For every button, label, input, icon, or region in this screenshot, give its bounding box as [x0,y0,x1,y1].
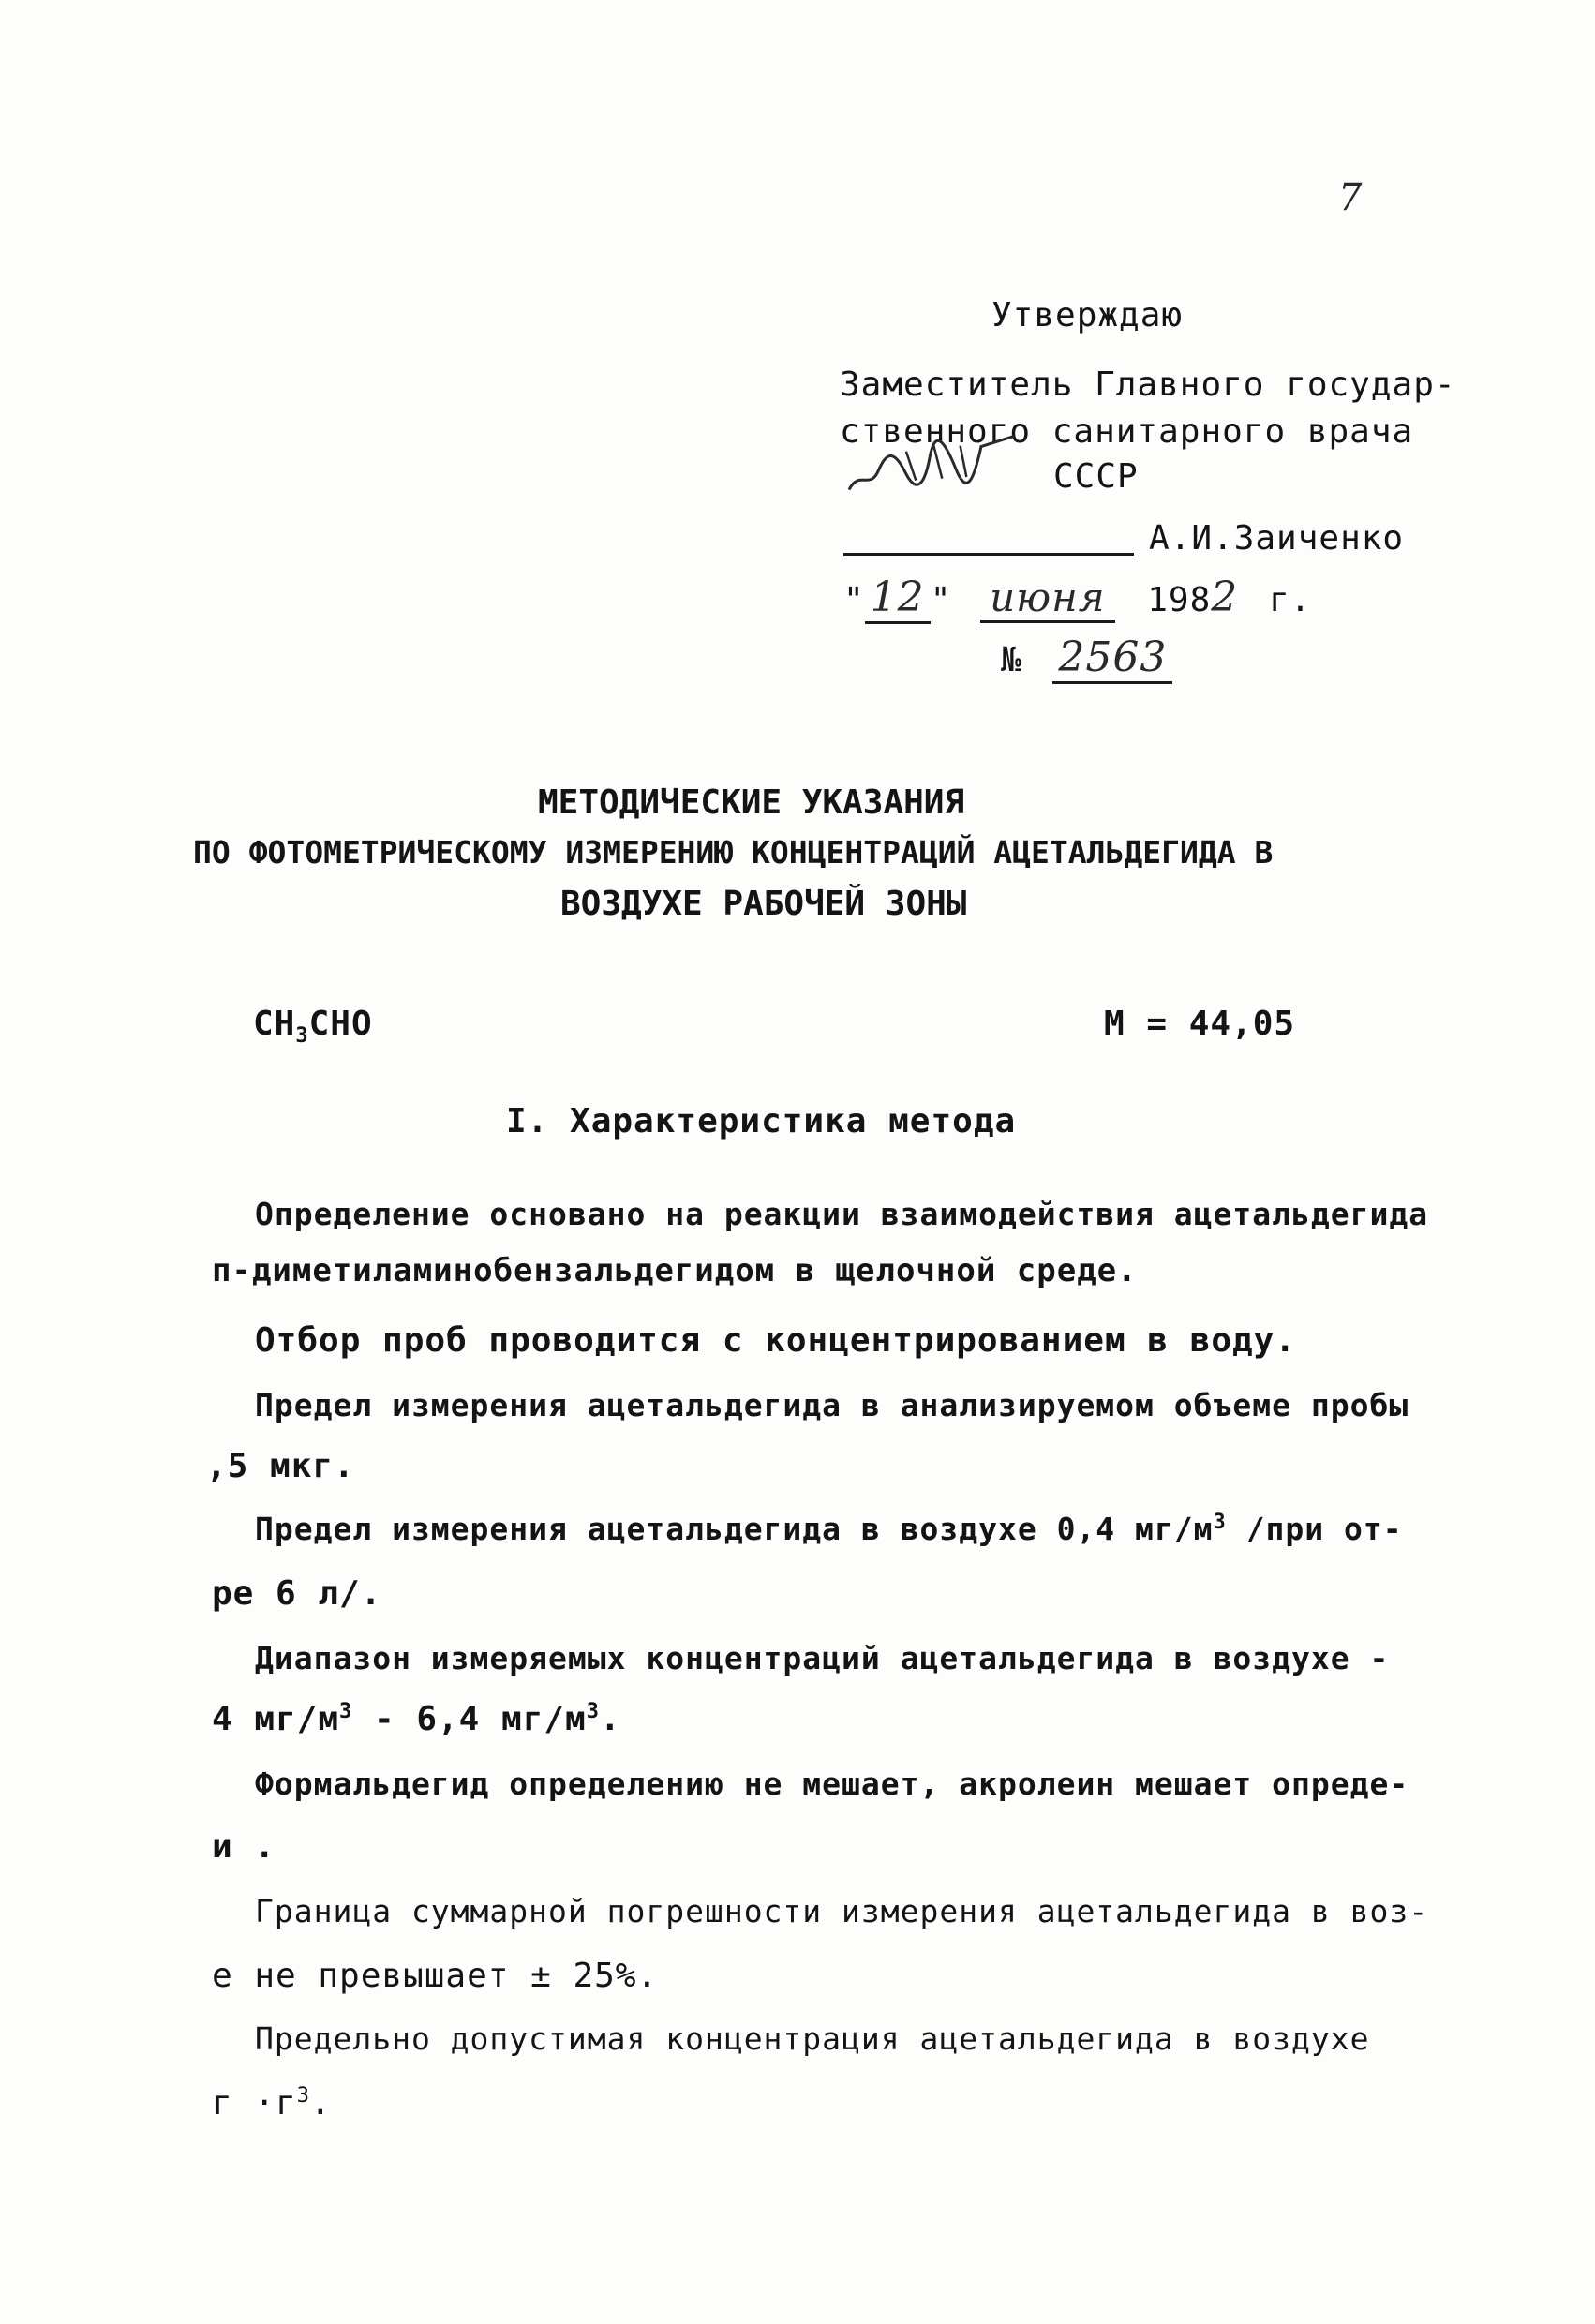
document-title-line3: ВОЗДУХЕ РАБОЧЕЙ ЗОНЫ [560,885,967,923]
paragraph-line: п-диметиламинобензальдегидом в щелочной среде. [212,1252,1138,1289]
approval-position-line2: ственного санитарного врача [840,412,1414,451]
paragraph-line [255,1511,1403,1547]
approval-number [1001,633,1172,684]
signature-line [843,553,1134,556]
date-month: июня [980,574,1115,623]
paragraph-line: и . [212,1827,276,1866]
unit-superscript: 3 [296,2084,310,2108]
approval-date [843,574,1311,624]
approval-position-line3: СССР [1053,457,1139,496]
unit-superscript: 3 [586,1700,600,1723]
pdk-text: г ·г [212,2084,297,2123]
paragraph-line: ре 6 л/. [212,1574,382,1613]
formula-main: CH [253,1005,296,1043]
approver-name: А.И.Заиченко [1149,519,1405,558]
formula-subscript: 3 [295,1024,309,1049]
page-number: 7 [1338,176,1363,219]
date-close-quote: " [930,581,952,619]
paragraph-line [212,1700,621,1738]
paragraph-line: е не превышает ± 25%. [212,1957,659,1995]
date-day: 12 [865,574,931,624]
range-text-mid: - 6,4 мг/м [352,1700,587,1738]
approval-position-line1: Заместитель Главного государ- [840,365,1456,404]
paragraph-line: Предел измерения ацетальдегида в анализируемом объеме пробы [255,1387,1409,1423]
formula-rest: CHO [308,1005,373,1043]
paragraph-line: Граница суммарной погрешности измерения ацетальдегида в воз- [255,1893,1429,1929]
document-title-line1: МЕТОДИЧЕСКИЕ УКАЗАНИЯ [538,783,965,822]
document-title-line2: ПО ФОТОМЕТРИЧЕСКОМУ ИЗМЕРЕНИЮ КОНЦЕНТРАЦИЙ АЦЕТАЛЬДЕГИДА В [193,834,1274,871]
limit-text: Предел измерения ацетальдегида в воздухе 0,4 мг/м [255,1511,1214,1547]
unit-superscript: 3 [1213,1511,1227,1534]
pdk-text-end: . [309,2084,332,2123]
paragraph-line: ,5 мкг. [206,1447,355,1485]
molar-mass: М = 44,05 [1104,1005,1296,1043]
paragraph-line: Отбор проб проводится с концентрированием в воду. [255,1321,1297,1360]
unit-superscript: 3 [339,1700,353,1723]
date-suffix: г. [1268,581,1312,619]
date-year-prefix: 198 [1147,581,1212,619]
chemical-formula [253,1005,373,1048]
date-open-quote: " [843,581,865,619]
paragraph-line: Предельно допустимая концентрация ацетальдегида в воздухе [255,2020,1370,2057]
paragraph-line: Диапазон измеряемых концентраций ацетальдегида в воздухе - [255,1640,1390,1676]
limit-text-tail: /при от- [1226,1511,1403,1547]
paragraph-line: Определение основано на реакции взаимодействия ацетальдегида [255,1196,1429,1232]
approval-number-value: 2563 [1052,633,1172,684]
paragraph-line: Формальдегид определению не мешает, акролеин мешает опреде- [255,1765,1409,1802]
paragraph-line [212,2084,332,2123]
range-text: 4 мг/м [212,1700,340,1738]
range-text-end: . [599,1700,621,1738]
number-mark: № [1001,641,1022,679]
date-year-digit: 2 [1211,574,1239,621]
section-heading: I. Характеристика метода [506,1102,1017,1140]
approval-heading: Утверждаю [991,296,1184,335]
